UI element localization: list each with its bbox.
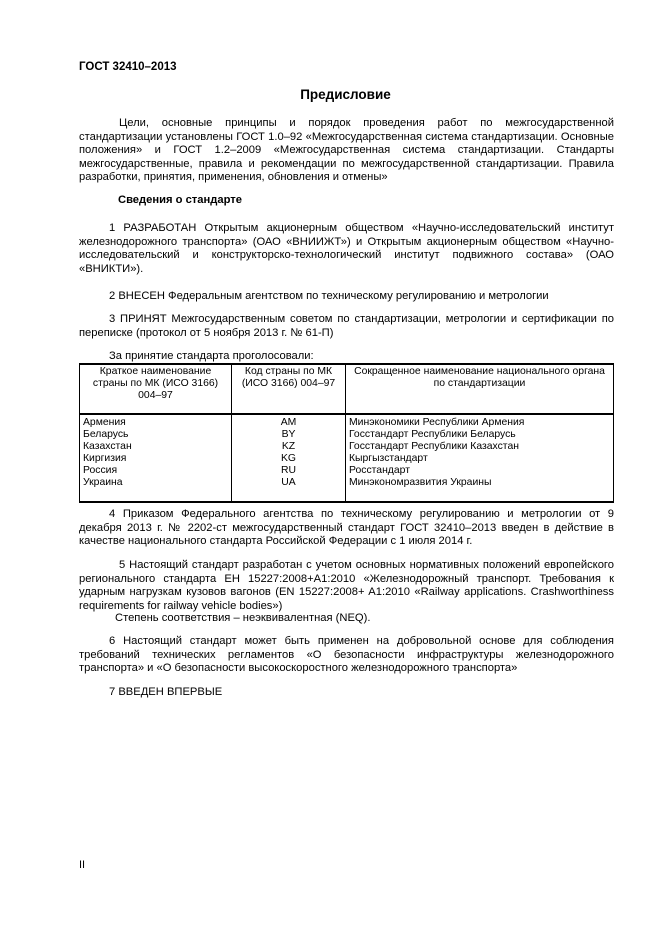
standards-body: Минэкономразвития Украины [349, 477, 492, 488]
country-code: KZ [281, 441, 296, 452]
body-column-cell [346, 414, 614, 502]
standards-body: Минэкономики Республики Армения [349, 417, 525, 428]
country-name: Армения [83, 417, 126, 428]
country-code: UA [281, 477, 296, 488]
item-1-paragraph: 1 РАЗРАБОТАН Открытым акционерным обществом «Научно-исследовательский институт железнодорожного транспорта» (ОАО «ВНИИЖТ») и Открытым акционерным обществом «Научно-исследовательский и конструкторско-технологический институт подвижного состава» (ОАО «ВНИКТИ»). [79, 222, 614, 275]
column-header-code: Код страны по МК (ИСО 3166) 004–97 [232, 364, 346, 414]
country-name: Киргизия [83, 453, 127, 464]
section-heading: Сведения о стандарте [118, 194, 242, 206]
page-number: II [79, 859, 86, 871]
standards-body: Кыргызстандарт [349, 453, 428, 464]
intro-paragraph: Цели, основные принципы и порядок проведения работ по межгосударственной стандартизации установлены ГОСТ 1.0–92 «Межгосударственная система стандартизации. Основные положения» и ГОСТ 1.2–2009 «Межгосударственная система стандартизации. Стандарты межгосударственные, правила и рекомендации по межгосударственной стандартизации. Правила разработки, принятия, применения, обновления и отмены» [79, 117, 614, 184]
voting-countries-table [79, 363, 614, 503]
item-3-paragraph: 3 ПРИНЯТ Межгосударственным советом по стандартизации, метрологии и сертификации по переписке (протокол от 5 ноября 2013 г. № 61-П) [79, 313, 614, 339]
standards-body: Росстандарт [349, 465, 410, 476]
standards-body: Госстандарт Республики Казахстан [349, 441, 519, 452]
item-4-paragraph: 4 Приказом Федерального агентства по техническому регулированию и метрологии от 9 декабря 2013 г. № 2202-ст межгосударственный стандарт ГОСТ 32410–2013 введен в действие в качестве национального стандарта Российской Федерации с 1 июля 2014 г. [79, 508, 614, 548]
item-6-paragraph: 6 Настоящий стандарт может быть применен на добровольной основе для соблюдения требований технических регламентов «О безопасности инфраструктуры железнодорожного транспорта» и «О безопасности высокоскоростного железнодорожного транспорта» [79, 635, 614, 675]
column-header-body: Сокращенное наименование национального органа по стандартизации [346, 364, 614, 414]
country-code: RU [280, 465, 296, 476]
vote-caption: За принятие стандарта проголосовали: [109, 350, 314, 362]
country-name: Украина [83, 477, 123, 488]
country-code: AM [280, 417, 297, 428]
country-name: Россия [83, 465, 118, 476]
country-name: Беларусь [83, 429, 129, 440]
item-2-paragraph: 2 ВНЕСЕН Федеральным агентством по техническому регулированию и метрологии [109, 290, 549, 302]
column-header-country: Краткое наименование страны по МК (ИСО 3166) 004–97 [80, 364, 232, 414]
item-5-paragraph: 5 Настоящий стандарт разработан с учетом основных нормативных положений европейского регионального стандарта ЕН 15227:2008+А1:2010 «Железнодорожный транспорт. Требования к ударным нагрузкам кузовов вагонов (EN 15227:2008+ A1:2010 «Railway applications. Crashworthiness requirements for railway vehicle bodies») [79, 559, 614, 612]
table-header-row [80, 364, 614, 414]
country-name: Казахстан [83, 441, 132, 452]
document-header: ГОСТ 32410–2013 [79, 61, 177, 73]
table-row [80, 414, 614, 502]
country-code: BY [281, 429, 296, 440]
country-column-cell [80, 414, 232, 502]
standards-body: Госстандарт Республики Беларусь [349, 429, 516, 440]
country-code: KG [280, 453, 296, 464]
item-5-degree: Степень соответствия – неэквивалентная (NEQ). [115, 612, 371, 624]
item-7-paragraph: 7 ВВЕДЕН ВПЕРВЫЕ [109, 686, 223, 698]
code-column-cell [232, 414, 346, 502]
page-title: Предисловие [300, 87, 391, 102]
